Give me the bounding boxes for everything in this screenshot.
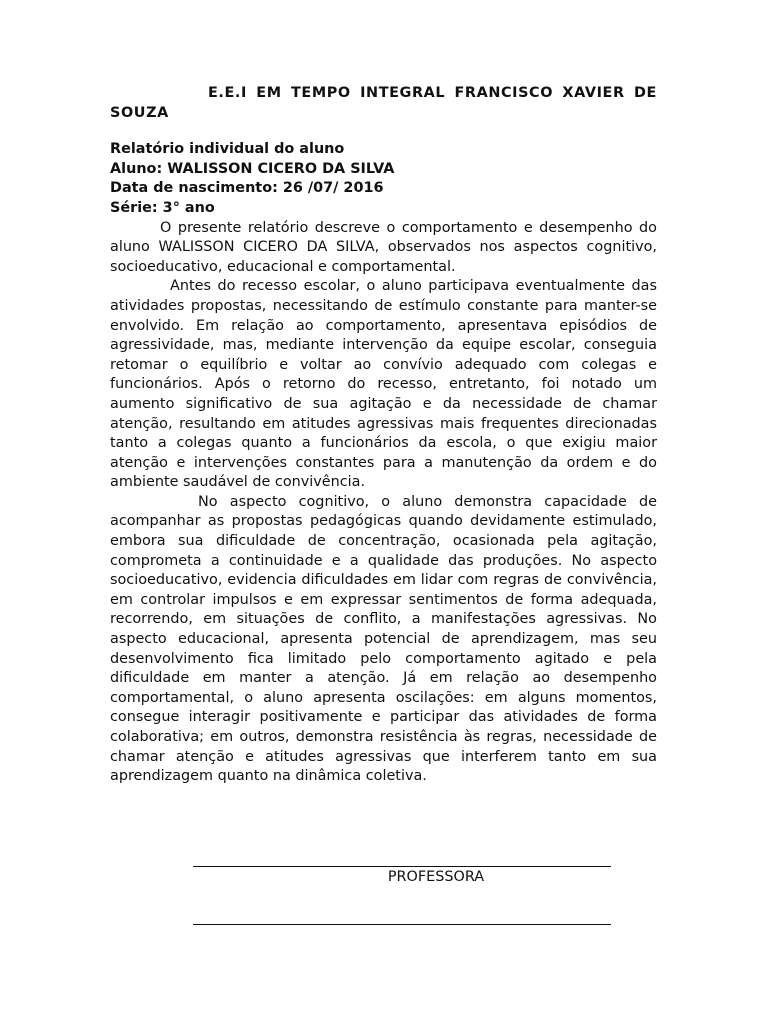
body-paragraph-intro: O presente relatório descreve o comportamento e desempenho do aluno WALISSON CICERO DA SILVA, observados nos aspectos cognitivo, socioeducativo, educacional e comportamental. <box>110 219 657 275</box>
professor-signature-line <box>193 866 611 867</box>
body-paragraph-behavior: Antes do recesso escolar, o aluno participava eventualmente das atividades propostas, necessitando de estímulo constante para manter-se envolvido. Em relação ao comportamento, apresentava episódios de agressividade, mas, mediante intervenção da equipe escolar, conseguia retomar o equilíbrio e voltar ao convívio adequado com colegas e funcionários. Após o retorno do recesso, entretanto, foi notado um aumento significativo de sua agitação e da necessidade de chamar atenção, resultando em atitudes agressivas mais frequentes direcionadas tanto a colegas quanto a funcionários da escola, o que exigiu maior atenção e intervenções constantes para a manutenção da ordem e do ambiente saudável de convivência. <box>110 278 657 491</box>
second-signature-line <box>193 924 611 925</box>
spacer <box>110 123 657 140</box>
birth-date-line: Data de nascimento: 26 /07/ 2016 <box>110 180 384 197</box>
report-title: Relatório individual do aluno <box>110 141 345 158</box>
school-name-heading: E.E.I EM TEMPO INTEGRAL FRANCISCO XAVIER DE SOUZA <box>110 85 657 121</box>
body-paragraph-aspects: No aspecto cognitivo, o aluno demonstra capacidade de acompanhar as propostas pedagógicas quando devidamente estimulado, embora sua dificuldade de concentração, ocasionada pela agitação, comprometa a continuidade e a qualidade das produções. No aspecto socioeducativo, evidencia dificuldades em lidar com regras de convivência, em controlar impulsos e em expressar sentimentos de forma adequada, recorrendo, em situações de conflito, a manifestações agressivas. No aspecto educacional, apresenta potencial de aprendizagem, mas seu desenvolvimento fica limitado pelo comportamento agitado e pela dificuldade em manter a atenção. Já em relação ao desempenho comportamental, o aluno apresenta oscilações: em alguns momentos, consegue interagir positivamente e participar das atividades de forma colaborativa; em outros, demonstra resistência às regras, necessidade de chamar atenção e atitudes agressivas que interferem tanto em sua aprendizagem quanto na dinâmica coletiva. <box>110 493 657 785</box>
student-name-line: Aluno: WALISSON CICERO DA SILVA <box>110 160 395 177</box>
grade-line: Série: 3° ano <box>110 199 215 216</box>
document-page <box>110 84 657 787</box>
professor-signature-label: PROFESSORA <box>387 869 485 885</box>
